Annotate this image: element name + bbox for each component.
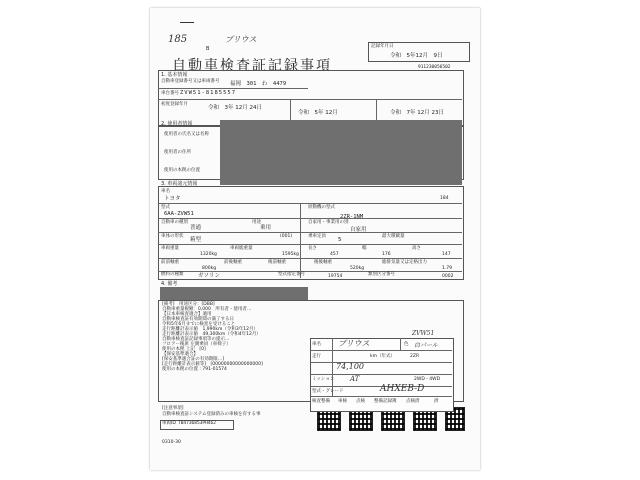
ticket-mileage: 74,100 xyxy=(336,362,364,371)
inspection-date: 令和 5年 12月 xyxy=(298,110,338,116)
registration-label: 自動車登録番号又は車両番号 xyxy=(161,79,220,84)
displacement: 1.79 xyxy=(442,266,453,271)
page-code: 0310-30 xyxy=(162,440,181,445)
width-label: 幅 xyxy=(362,246,367,251)
ticket-color: 白パール xyxy=(414,342,438,349)
note-line: [保安基準適合証の有効期限…] xyxy=(162,357,225,362)
private-business-label: 自家用・事業用の別 xyxy=(308,220,349,225)
registration-number: 福岡 301 わ 4479 xyxy=(230,81,287,87)
ticket-trans: AT xyxy=(350,375,360,383)
shape-label: 車体の形状 xyxy=(161,234,184,239)
axle-rf-label: 後前軸重 xyxy=(268,260,286,265)
record-date: 令和 5年12月 9日 xyxy=(390,53,443,59)
height-label: 高さ xyxy=(412,246,421,251)
note-line: 自動車検査証有効期間の満了する日 xyxy=(162,317,234,322)
ticket-mission-label: ミッション xyxy=(312,377,335,382)
width: 176 xyxy=(382,252,391,257)
vehicle-id: TB4736853PH462 xyxy=(178,421,216,426)
capacity-label: 乗車定員 xyxy=(308,234,326,239)
ticket-check-3: 点検 xyxy=(356,399,365,404)
base-location-label: 使用の本拠の位置 xyxy=(164,168,200,173)
height: 147 xyxy=(442,252,451,257)
inspection-certificate-sheet xyxy=(150,8,480,470)
weight: 1320kg xyxy=(200,252,217,257)
notice-label: [注意事項] xyxy=(162,406,184,411)
note-line: 自動車重量税額：0,000 所有者・使用者… xyxy=(162,307,252,312)
section1-heading: 1. 基本情報 xyxy=(161,72,188,78)
section2-heading: 2. 使用者情報 xyxy=(161,121,193,127)
handwritten-car-name: プリウス xyxy=(225,35,257,44)
axle-rr-label: 後後軸重 xyxy=(314,260,332,265)
notice-text: 自動車検査証システム登録済みの車検を有する事 xyxy=(162,412,261,417)
note-line: 【保安基準適合】 xyxy=(162,352,198,357)
record-date-label: 記録年月日 xyxy=(371,44,394,49)
page-title: 自動車検査証記録事項 xyxy=(172,58,332,74)
vehicle-id-label: 車両ID xyxy=(162,421,176,426)
ticket-check-6: 済 xyxy=(434,399,439,404)
fuel: ガソリン xyxy=(198,273,221,279)
ticket-color-label: 色 xyxy=(404,342,409,347)
user-address-label: 使用者の住所 xyxy=(164,150,191,155)
model-spec-label: 型式指定番号 xyxy=(278,272,305,277)
purpose-label: 用途 xyxy=(252,220,261,225)
handwritten-b: B xyxy=(206,46,210,52)
note-line: [走行距離計表示値等] [00000000000000000] xyxy=(162,362,263,367)
length-label: 長さ xyxy=(308,246,317,251)
ticket-grade-label: 型式・グレード xyxy=(312,389,344,394)
engine-label: 原動機の型式 xyxy=(308,205,335,210)
pen-mark xyxy=(180,22,194,23)
note-line: [備考] 用途区分：[DBB] xyxy=(162,302,215,307)
redacted-user-block xyxy=(220,120,462,185)
ticket-mileage-label: 走行 xyxy=(312,354,321,359)
side-number: 184 xyxy=(440,196,449,201)
shape: 箱型 xyxy=(190,237,202,243)
ticket-check-2: 車検 xyxy=(338,399,347,404)
axle-ff-label: 前前軸重 xyxy=(161,260,179,265)
ticket-mileage-unit: km（年式） xyxy=(370,354,395,359)
maker-label: 車名 xyxy=(161,189,170,194)
chassis-number: ZVW51-8185557 xyxy=(180,90,237,96)
handwritten-number: 185 xyxy=(168,34,188,45)
note-line: 自動車検査証記録事項等の提示… xyxy=(162,337,230,342)
model-spec: 19754 xyxy=(328,274,343,279)
maker: トヨタ xyxy=(164,196,181,202)
note-line: 使用の本拠の位置 : 791-01574 xyxy=(162,367,227,372)
note-line: 【日本車検査適合】適用 xyxy=(162,312,212,317)
ticket-engine: 2ZR xyxy=(410,354,420,359)
ticket-drive: 2WD・4WD xyxy=(414,377,441,382)
note-line: 令和5年6月までに検査を受けること xyxy=(162,322,236,327)
gross-label: 車両総重量 xyxy=(230,246,253,251)
first-reg: 令和 3年 12月 24日 xyxy=(208,105,262,111)
expiry-date: 令和 7年 12月 23日 xyxy=(390,110,444,116)
first-reg-label: 初度登録年月 xyxy=(161,102,188,107)
dealer-ticket xyxy=(310,338,452,410)
length: 457 xyxy=(330,252,339,257)
note-line: 走行距離計表示値 1,990km（令和3年12月） xyxy=(162,327,258,332)
weight-label: 車両重量 xyxy=(161,246,179,251)
ticket-check-4: 整備記録簿 xyxy=(374,399,397,404)
note-line: 走行距離計表示値 49,300km（令和4年12月） xyxy=(162,332,261,337)
model: 6AA-ZVW51 xyxy=(164,211,194,217)
redacted-notes-top xyxy=(160,287,308,300)
use: 普通 xyxy=(190,225,202,231)
ticket-car-name: プリウス xyxy=(338,339,370,348)
section4-heading: 4. 備考 xyxy=(161,281,178,287)
ticket-car-label: 車名 xyxy=(312,342,321,347)
gross: 1595kg xyxy=(282,252,299,257)
doors: (001) xyxy=(280,234,293,239)
ticket-check-5: 点検済 xyxy=(406,399,420,404)
certificate-number: 911230056502 xyxy=(418,65,451,70)
max-load-label: 最大積載量 xyxy=(382,234,405,239)
model-label: 型式 xyxy=(161,205,170,210)
ticket-grade: AHXEB-D xyxy=(380,384,425,394)
section3-heading: 3. 車両諸元情報 xyxy=(161,181,198,187)
private-business: 自家用 xyxy=(350,227,367,233)
category: 0002 xyxy=(442,274,454,279)
notes-list xyxy=(162,302,302,372)
note-line: フロアー後席 左側乗員（車椅子） xyxy=(162,342,231,347)
category-label: 類別区分番号 xyxy=(368,272,395,277)
axle-rr: 520kg xyxy=(350,266,365,271)
handwritten-model-code: ZVW51 xyxy=(412,330,435,337)
engine: 2ZR-1NM xyxy=(340,214,364,220)
purpose: 乗用 xyxy=(260,225,272,231)
ticket-check-1: 検査整備 xyxy=(312,399,330,404)
axle-fr-label: 前後軸重 xyxy=(224,260,242,265)
chassis-label: 車台番号 xyxy=(161,91,179,96)
user-name-label: 使用者の氏名又は名称 xyxy=(164,132,209,137)
fuel-label: 燃料の種類 xyxy=(161,272,184,277)
use-label: 自動車の種別 xyxy=(161,220,188,225)
displacement-label: 総排気量又は定格出力 xyxy=(382,260,427,265)
capacity: 5 xyxy=(338,237,342,243)
axle-ff: 800kg xyxy=(202,266,217,271)
note-line: 使用の本拠 上記 [0] xyxy=(162,347,206,352)
